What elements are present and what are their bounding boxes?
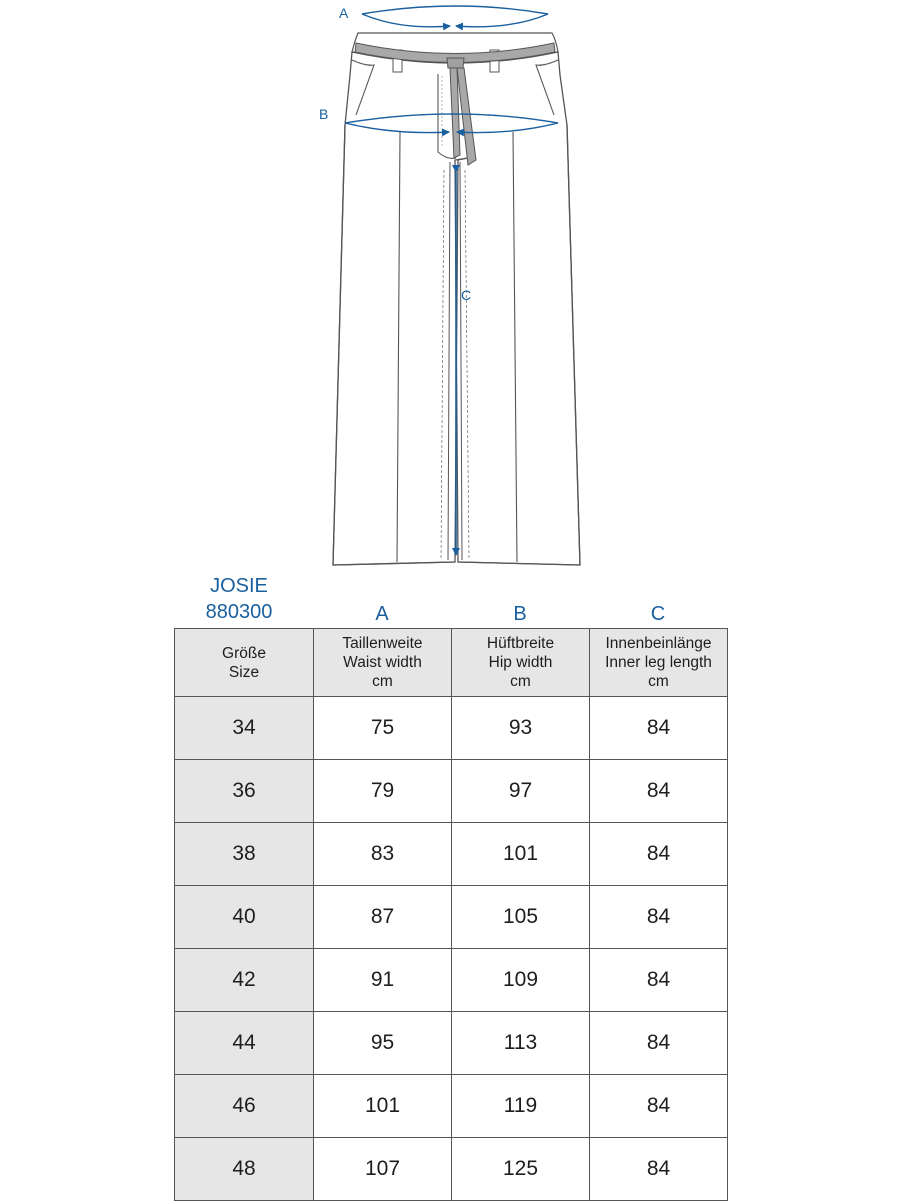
size-cell: 34 bbox=[175, 697, 314, 760]
header-size-en: Size bbox=[228, 663, 260, 681]
waist-cell: 107 bbox=[314, 1138, 452, 1201]
inner-leg-cell: 84 bbox=[590, 1138, 728, 1201]
size-cell: 40 bbox=[175, 886, 314, 949]
header-size bbox=[175, 629, 314, 697]
hip-cell: 109 bbox=[452, 949, 590, 1012]
size-cell: 48 bbox=[175, 1138, 314, 1201]
inner-leg-cell: 84 bbox=[590, 823, 728, 886]
header-waist-en: Waist width bbox=[343, 654, 422, 671]
header-waist bbox=[314, 629, 452, 697]
inner-leg-cell: 84 bbox=[590, 697, 728, 760]
header-inner-leg-de: Innenbeinlänge bbox=[605, 635, 712, 652]
waist-cell: 95 bbox=[314, 1012, 452, 1075]
hip-cell: 97 bbox=[452, 760, 590, 823]
size-cell: 46 bbox=[175, 1075, 314, 1138]
dim-label-b: B bbox=[319, 106, 329, 122]
size-cell: 44 bbox=[175, 1012, 314, 1075]
header-waist-unit: cm bbox=[372, 673, 393, 690]
waist-arc-right bbox=[456, 14, 548, 27]
waist-cell: 101 bbox=[314, 1075, 452, 1138]
waist-arc-back bbox=[362, 6, 548, 14]
header-inner-leg bbox=[590, 629, 728, 697]
waist-cell: 87 bbox=[314, 886, 452, 949]
waist-cell: 75 bbox=[314, 697, 452, 760]
hip-cell: 113 bbox=[452, 1012, 590, 1075]
size-cell: 38 bbox=[175, 823, 314, 886]
size-cell: 42 bbox=[175, 949, 314, 1012]
size-cell: 36 bbox=[175, 760, 314, 823]
waist-cell: 79 bbox=[314, 760, 452, 823]
header-inner-leg-en: Inner leg length bbox=[605, 654, 712, 671]
dim-label-c: C bbox=[461, 287, 472, 303]
header-hip-en: Hip width bbox=[488, 654, 553, 671]
column-letter-b: B bbox=[513, 603, 527, 625]
belt-knot bbox=[447, 58, 464, 68]
inner-leg-cell: 84 bbox=[590, 1012, 728, 1075]
header-hip-unit: cm bbox=[510, 673, 531, 690]
size-table bbox=[174, 628, 728, 1201]
table-header-row bbox=[175, 629, 728, 697]
table-row bbox=[175, 1075, 728, 1138]
product-code: 880300 bbox=[205, 601, 273, 623]
header-waist-de: Taillenweite bbox=[342, 635, 423, 652]
waist-arc-left bbox=[362, 14, 450, 27]
inner-leg-cell: 84 bbox=[590, 1075, 728, 1138]
table-row bbox=[175, 1012, 728, 1075]
waist-cell: 83 bbox=[314, 823, 452, 886]
column-letter-c: C bbox=[650, 603, 666, 625]
inner-leg-cell: 84 bbox=[590, 886, 728, 949]
trousers-technical-drawing bbox=[0, 0, 900, 575]
table-row bbox=[175, 823, 728, 886]
hip-cell: 125 bbox=[452, 1138, 590, 1201]
table-row bbox=[175, 760, 728, 823]
header-size-de: Größe bbox=[222, 644, 266, 662]
hip-cell: 105 bbox=[452, 886, 590, 949]
header-hip bbox=[452, 629, 590, 697]
table-row bbox=[175, 697, 728, 760]
table-row bbox=[175, 949, 728, 1012]
table-row bbox=[175, 1138, 728, 1201]
column-letter-a: A bbox=[375, 603, 389, 625]
inner-leg-cell: 84 bbox=[590, 949, 728, 1012]
hip-cell: 119 bbox=[452, 1075, 590, 1138]
hip-cell: 93 bbox=[452, 697, 590, 760]
waist-cell: 91 bbox=[314, 949, 452, 1012]
hip-cell: 101 bbox=[452, 823, 590, 886]
dim-label-a: A bbox=[339, 5, 349, 21]
table-row bbox=[175, 886, 728, 949]
header-inner-leg-unit: cm bbox=[648, 673, 669, 690]
header-hip-de: Hüftbreite bbox=[486, 635, 555, 652]
inner-leg-cell: 84 bbox=[590, 760, 728, 823]
product-name: JOSIE bbox=[210, 575, 268, 597]
